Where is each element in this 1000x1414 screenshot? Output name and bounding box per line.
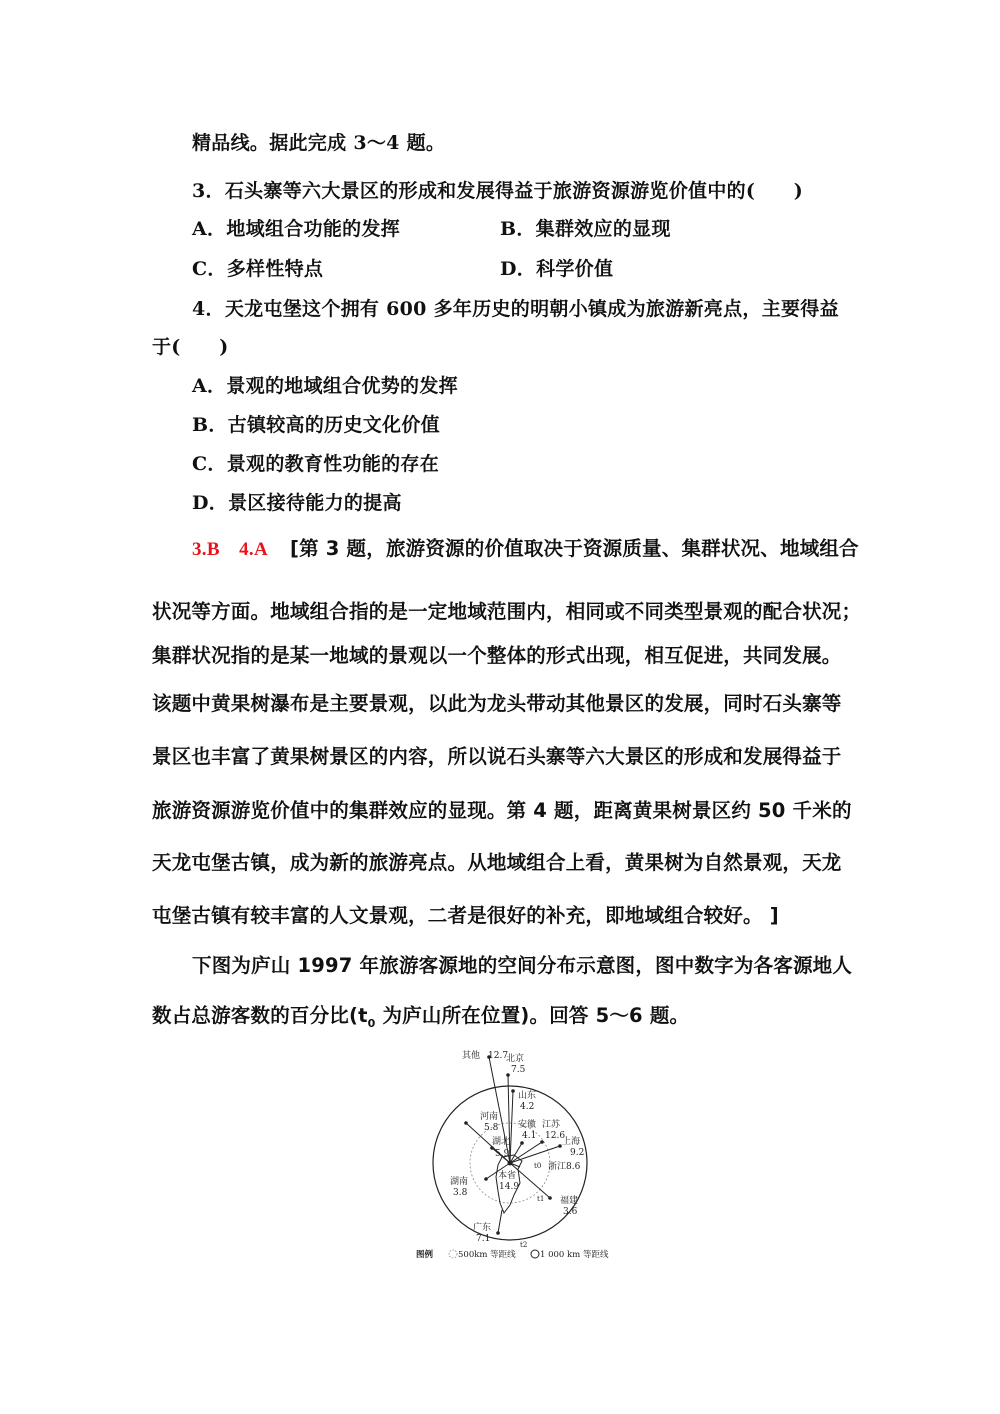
diagram-svg bbox=[410, 1045, 640, 1260]
source-points bbox=[464, 1055, 562, 1235]
question-3-stem: 3．石头寨等六大景区的形成和发展得益于旅游资源游览价值中的( ) bbox=[192, 180, 804, 202]
explanation-line-2: 状况等方面。地域组合指的是一定地域范围内，相同或不同类型景观的配合状况； bbox=[152, 600, 862, 623]
label-henan-value: 5.8 bbox=[484, 1123, 499, 1133]
legend-500km-label: 500km 等距线 bbox=[458, 1250, 516, 1260]
intro-subscript: 0 bbox=[367, 1016, 376, 1030]
legend-500km-icon bbox=[449, 1250, 457, 1258]
q4-option-c: C．景观的教育性功能的存在 bbox=[192, 453, 440, 475]
question-4-stem-line1: 4．天龙屯堡这个拥有 600 多年历史的明朝小镇成为旅游新亮点，主要得益 bbox=[192, 298, 839, 320]
explanation-line-7: 天龙屯堡古镇，成为新的旅游亮点。从地域组合上看，黄果树为自然景观，天龙 bbox=[152, 851, 842, 874]
label-jiangsu-name: 江苏 bbox=[542, 1120, 561, 1130]
q3-option-d: D．科学价值 bbox=[500, 258, 614, 280]
line-shanghai bbox=[510, 1146, 560, 1163]
answer-line-1 bbox=[192, 533, 859, 561]
intro-tail: 精品线。据此完成 3～4 题。 bbox=[192, 132, 446, 154]
label-zhejiang-name: 浙江 bbox=[548, 1162, 567, 1172]
intro-text-b: 为庐山所在位置)。回答 5～6 题。 bbox=[375, 1004, 690, 1027]
answer-keys: 3.B 4.A bbox=[192, 539, 268, 560]
label-hunan-name: 湖南 bbox=[450, 1177, 469, 1187]
label-other-name: 其他 bbox=[462, 1051, 481, 1061]
label-henan-name: 河南 bbox=[480, 1112, 499, 1122]
label-anhui-value: 4.1 bbox=[522, 1131, 537, 1141]
explanation-line-8: 屯堡古镇有较丰富的人文景观，二者是很好的补充，即地域组合较好。 ] bbox=[152, 904, 779, 927]
label-shanghai-value: 9.2 bbox=[570, 1148, 585, 1158]
label-t2: t2 bbox=[520, 1241, 528, 1249]
explanation-line-6: 旅游资源游览价值中的集群效应的显现。第 4 题，距离黄果树景区约 50 千米的 bbox=[152, 799, 852, 822]
label-fujian-value: 3.6 bbox=[563, 1207, 578, 1217]
label-beijing-value: 7.5 bbox=[511, 1065, 526, 1075]
q3-option-b: B．集群效应的显现 bbox=[500, 218, 671, 240]
label-guangdong-name: 广东 bbox=[473, 1223, 492, 1233]
question-4-stem-line2: 于( ) bbox=[152, 336, 229, 358]
q3-option-c: C．多样性特点 bbox=[192, 258, 324, 280]
intro-text-a: 数占总游客数的百分比(t bbox=[152, 1004, 368, 1027]
legend-1000km-icon bbox=[531, 1250, 539, 1258]
label-jiangsu-value: 12.6 bbox=[545, 1131, 566, 1141]
label-hubei-value: 5.9 bbox=[495, 1149, 510, 1159]
explanation-line-3: 集群状况指的是某一地域的景观以一个整体的形式出现，相互促进，共同发展。 bbox=[152, 644, 842, 667]
tourist-source-diagram bbox=[410, 1045, 640, 1260]
explanation-start: [第 3 题，旅游资源的价值取决于资源质量、集群状况、地域组合 bbox=[290, 537, 859, 560]
source-labels bbox=[450, 1049, 584, 1249]
intro-5-6-line2 bbox=[152, 1000, 689, 1030]
q3-option-a: A．地域组合功能的发挥 bbox=[192, 218, 401, 240]
legend bbox=[416, 1249, 609, 1260]
label-t1: t1 bbox=[537, 1195, 545, 1203]
label-t0: t0 bbox=[534, 1162, 542, 1170]
label-other-value: 12.7 bbox=[488, 1051, 509, 1061]
label-anhui-name: 安徽 bbox=[518, 1120, 537, 1130]
label-hubei-name: 湖北 bbox=[492, 1137, 511, 1147]
line-jiangsu bbox=[510, 1142, 542, 1163]
q4-option-a: A．景观的地域组合优势的发挥 bbox=[192, 375, 458, 397]
legend-title: 图例 bbox=[416, 1250, 434, 1260]
q4-option-d: D．景区接待能力的提高 bbox=[192, 492, 402, 514]
line-shandong bbox=[510, 1091, 513, 1163]
q4-option-b: B．古镇较高的历史文化价值 bbox=[192, 414, 440, 436]
label-beijing-name: 北京 bbox=[506, 1054, 525, 1064]
label-shanghai-name: 上海 bbox=[562, 1137, 581, 1147]
explanation-line-5: 景区也丰富了黄果树景区的内容，所以说石头寨等六大景区的形成和发展得益于 bbox=[152, 745, 842, 768]
label-shandong-value: 4.2 bbox=[520, 1102, 535, 1112]
explanation-line-4: 该题中黄果树瀑布是主要景观，以此为龙头带动其他景区的发展，同时石头寨等 bbox=[152, 692, 842, 715]
line-guangdong bbox=[498, 1210, 502, 1233]
label-hunan-value: 3.8 bbox=[453, 1188, 468, 1198]
label-home-value: 14.9 bbox=[499, 1182, 520, 1192]
label-fujian-name: 福建 bbox=[560, 1196, 579, 1206]
label-shandong-name: 山东 bbox=[518, 1091, 537, 1101]
label-home-name: 本省 bbox=[498, 1171, 517, 1181]
legend-1000km-label: 1 000 km 等距线 bbox=[540, 1250, 609, 1260]
intro-5-6-line1: 下图为庐山 1997 年旅游客源地的空间分布示意图，图中数字为各客源地人 bbox=[192, 954, 853, 977]
label-zhejiang-value: 8.6 bbox=[566, 1162, 581, 1172]
label-guangdong-value: 7.1 bbox=[476, 1234, 491, 1244]
